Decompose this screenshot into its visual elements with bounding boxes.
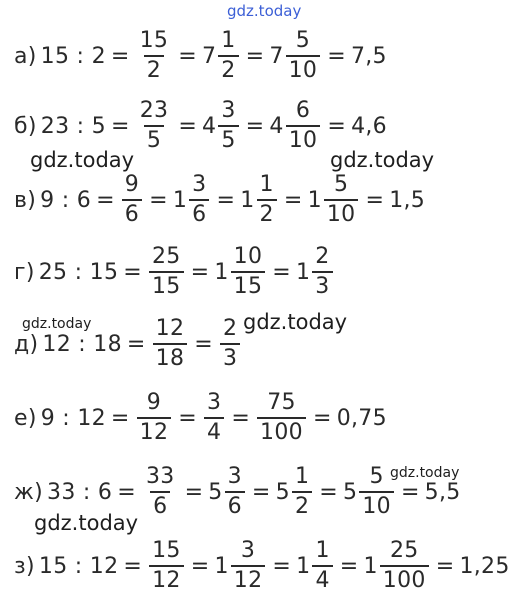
mixed-number: 1 $\frac{25}{100}$	[363, 540, 430, 592]
fraction: $\frac{12}{18}$	[153, 318, 188, 370]
decimal-result: 4,6	[351, 113, 387, 139]
mixed-number: 1 $\frac{1}{4}$	[296, 540, 335, 592]
division-expression: 9 : 12	[40, 405, 106, 431]
division-expression: 15 : 2	[40, 43, 106, 69]
equation-row-b: б) 23 : 5 = $\frac{23}{5}$ = 4 $\frac{3}{5}$ = 4 $\frac{6}{10}$ = 4,6	[14, 98, 387, 153]
mixed-number: 1 $\frac{3}{12}$	[214, 540, 267, 592]
equation-row-zh: ж) 33 : 6 = $\frac{33}{6}$ = 5 $\frac{3}{6}$ = 5 $\frac{1}{2}$ = 5 $\frac{5}{10}$ = 5,5	[14, 464, 461, 519]
row-label: д)	[14, 331, 39, 357]
fraction: $\frac{3}{4}$	[204, 392, 224, 444]
mixed-number: 1 $\frac{2}{3}$	[296, 246, 335, 298]
equation-row-d: д) 12 : 18 = $\frac{12}{18}$ = $\frac{2}{3}$	[14, 318, 242, 370]
equation-row-e: е) 9 : 12 = $\frac{9}{12}$ = $\frac{3}{4}$ = $\frac{75}{100}$ = 0,75	[14, 390, 387, 445]
decimal-result: 7,5	[350, 43, 387, 69]
fraction: $\frac{23}{5}$	[139, 98, 169, 153]
mixed-number: 5 $\frac{1}{2}$	[276, 466, 315, 518]
watermark: gdz.today	[330, 148, 435, 172]
row-label: г)	[14, 259, 35, 285]
row-label: а)	[14, 43, 37, 69]
equation-row-a: а) 15 : 2 = $\frac{15}{2}$ = 7 $\frac{1}{2}$ = 7 $\frac{5}{10}$ = 7,5	[14, 28, 387, 83]
fraction: $\frac{15}{12}$	[149, 540, 184, 592]
equation-row-z: з) 15 : 12 = $\frac{15}{12}$ = 1 $\frac{3}{12}$ = 1 $\frac{1}{4}$ = 1 $\frac{25}{100}$ = 1,25	[14, 538, 510, 593]
fraction: $\frac{75}{100}$	[257, 392, 306, 444]
division-expression: 9 : 6	[40, 187, 92, 213]
mixed-number: 1 $\frac{3}{6}$	[173, 174, 212, 226]
row-label: е)	[14, 405, 37, 431]
division-expression: 15 : 12	[38, 553, 119, 579]
watermark: gdz.today	[243, 310, 348, 334]
fraction: $\frac{15}{2}$	[139, 28, 169, 83]
decimal-result: 1,25	[459, 553, 510, 579]
watermark: gdz.today	[22, 316, 92, 332]
division-expression: 25 : 15	[38, 259, 119, 285]
row-label: з)	[14, 553, 35, 579]
equation-row-g: г) 25 : 15 = $\frac{25}{15}$ = 1 $\frac{10}{15}$ = 1 $\frac{2}{3}$	[14, 246, 335, 298]
decimal-result: 1,5	[389, 187, 426, 213]
decimal-result: 0,75	[336, 405, 387, 431]
mixed-number: 7 $\frac{1}{2}$	[202, 30, 241, 82]
watermark: gdz.today	[30, 148, 135, 172]
fraction: $\frac{2}{3}$	[220, 318, 240, 370]
fraction: $\frac{33}{6}$	[145, 464, 175, 519]
mixed-number: 1 $\frac{1}{2}$	[240, 174, 279, 226]
mixed-number: 5 $\frac{5}{10}$	[343, 466, 396, 518]
row-label: б)	[14, 113, 37, 139]
division-expression: 12 : 18	[42, 331, 122, 357]
division-expression: 23 : 5	[40, 113, 106, 139]
decimal-result: 5,5	[424, 479, 461, 505]
row-label: в)	[14, 187, 37, 213]
division-expression: 33 : 6	[47, 479, 113, 505]
watermark-top: gdz.today	[227, 2, 302, 20]
fraction: $\frac{9}{12}$	[137, 392, 172, 444]
mixed-number: 5 $\frac{3}{6}$	[208, 466, 247, 518]
fraction: $\frac{25}{15}$	[149, 246, 184, 298]
watermark: gdz.today	[390, 465, 460, 481]
row-label: ж)	[14, 479, 44, 505]
mixed-number: 4 $\frac{6}{10}$	[269, 100, 322, 152]
mixed-number: 1 $\frac{5}{10}$	[308, 174, 361, 226]
watermark: gdz.today	[34, 511, 139, 535]
fraction: $\frac{9}{6}$	[122, 174, 142, 226]
mixed-number: 7 $\frac{5}{10}$	[269, 30, 322, 82]
mixed-number: 1 $\frac{10}{15}$	[214, 246, 267, 298]
equation-row-v: в) 9 : 6 = $\frac{9}{6}$ = 1 $\frac{3}{6}$ = 1 $\frac{1}{2}$ = 1 $\frac{5}{10}$ = 1,5	[14, 172, 426, 227]
mixed-number: 4 $\frac{3}{5}$	[202, 100, 241, 152]
